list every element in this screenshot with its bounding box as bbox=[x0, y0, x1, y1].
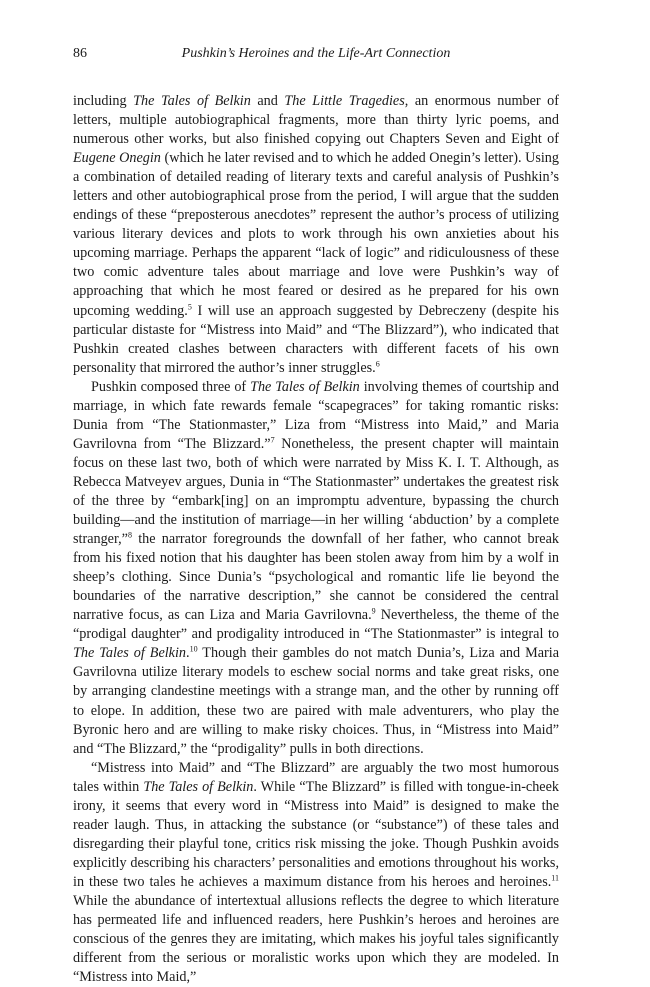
text-run: (which he later revised and to which he added Onegin’s letter). Using a combination of detailed reading of literary texts and careful analysis of Pushkin’s letters and other autobiographical prose from the period, I will argue that the sudden endings of these “preposterous anecdotes” represent the author’s process of utilizing various literary devices and plots to work through his own anxieties about his upcoming marriage. Perhaps the apparent “lack of logic” and ridiculousness of these two comic adventure tales about marriage and love were Pushkin’s way of approaching that which he most feared or desired as he prepared for his own upcoming wedding. bbox=[73, 150, 559, 319]
text-run: Though their gambles do not match Dunia’s, Liza and Maria Gavrilovna utilize literary models to eschew social norms and take great risks, one by arranging clandestine meetings with a strange man, and the other by running off to elope. In addition, these two are paired with male adventurers, who play the Byronic hero and are willing to make risky choices. Thus, in “Mistress into Maid” and “The Blizzard,” the “prodigality” pulls in both directions. bbox=[73, 645, 559, 757]
text-run: including bbox=[73, 93, 134, 109]
footnote-ref[interactable]: 10 bbox=[189, 644, 198, 654]
work-title: Eugene Onegin bbox=[73, 150, 161, 167]
text-run: “Mistress into Maid” and “The Blizzard” are arguably the two most humorous tales within bbox=[73, 759, 559, 795]
paragraph-3 bbox=[73, 759, 559, 987]
work-title: The Little Tragedies bbox=[284, 93, 405, 109]
text-run: . bbox=[186, 645, 190, 662]
text-run: and bbox=[250, 93, 285, 109]
body-text bbox=[73, 92, 559, 987]
text-run: Nonetheless, the present chapter will maintain focus on these last two, both of which were narrated by Miss K. I. T. Although, as Rebecca Matveyev argues, Dunia in “The Stationmaster” undertakes the greatest risk of the three by “embark[ing] on an impromptu adventure, bypassing the church building—and the institution of marriage—in her willing ‘abduction’ by a complete stranger,” bbox=[73, 435, 560, 548]
page-number: 86 bbox=[73, 46, 87, 61]
text-run: Pushkin composed three of bbox=[91, 378, 251, 395]
text-run: . While “The Blizzard” is filled with tongue-in-cheek irony, it seems that every word in “Mistress into Maid” is designed to make the reader laugh. Thus, in attacking the substance (or “substance”) of these tales and disregarding their playful tone, critics risk missing the joke. Though Pushkin avoids explicitly describing his characters’ personalities and emotions throughout his works, in these two tales he achieves a maximum distance from his heroes and heroines. bbox=[73, 778, 559, 890]
footnote-ref[interactable]: 5 bbox=[187, 301, 192, 311]
footnote-ref[interactable]: 7 bbox=[270, 435, 275, 445]
paragraph-1 bbox=[73, 92, 559, 378]
text-run: Nevertheless, the theme of the “prodigal daughter” and prodigality introduced in “The Stationmaster” is integral to bbox=[73, 607, 559, 643]
footnote-ref[interactable]: 8 bbox=[127, 530, 132, 540]
text-run: involving themes of courtship and marriage, in which fate rewards female “scapegraces” for taking romantic risks: Dunia from “The Stationmaster,” Liza from “Mistress into Maid,” and Maria Gavrilovna from “The Blizzard.” bbox=[73, 378, 559, 452]
text-run: , an enormous number of letters, multiple autobiographical fragments, more than thirty lyric poems, and numerous other works, but also finished copying out Chapters Seven and Eight of bbox=[73, 93, 559, 148]
text-run: I will use an approach suggested by Debreczeny (despite his particular distaste for “Mistress into Maid” and “The Blizzard”), who indicated that Pushkin created clashes between characters with different facets of his own personality that mirrored the author’s inner struggles. bbox=[73, 302, 559, 376]
work-title: The Tales of Belkin bbox=[250, 378, 360, 395]
paragraph-2 bbox=[73, 378, 559, 759]
footnote-ref[interactable]: 6 bbox=[375, 358, 380, 368]
footnote-ref[interactable]: 11 bbox=[551, 873, 559, 883]
work-title: The Tales of Belkin bbox=[133, 93, 251, 109]
running-header bbox=[73, 44, 559, 64]
text-run: the narrator foregrounds the downfall of her father, who cannot break from his fixed notion that his daughter has been stolen away from him by a wolf in sheep’s clothing. Since Dunia’s “psychological and romantic life lie beyond the boundaries of the narrative description,” she cannot be considered the central narrative focus, as can Liza and Maria Gavrilovna. bbox=[73, 531, 559, 624]
footnote-ref[interactable]: 9 bbox=[371, 606, 376, 616]
text-run: While the abundance of intertextual allusions reflects the degree to which literature has permeated life and influenced readers, here Pushkin’s heroes and heroines are conscious of the genres they are imitating, which makes his joyful tales significantly different from the serious or moralistic works upon which they are modeled. In “Mistress into Maid,” bbox=[73, 892, 559, 986]
work-title: The Tales of Belkin bbox=[73, 645, 187, 662]
running-title: Pushkin’s Heroines and the Life-Art Connection bbox=[181, 46, 451, 61]
work-title: The Tales of Belkin bbox=[143, 778, 254, 795]
